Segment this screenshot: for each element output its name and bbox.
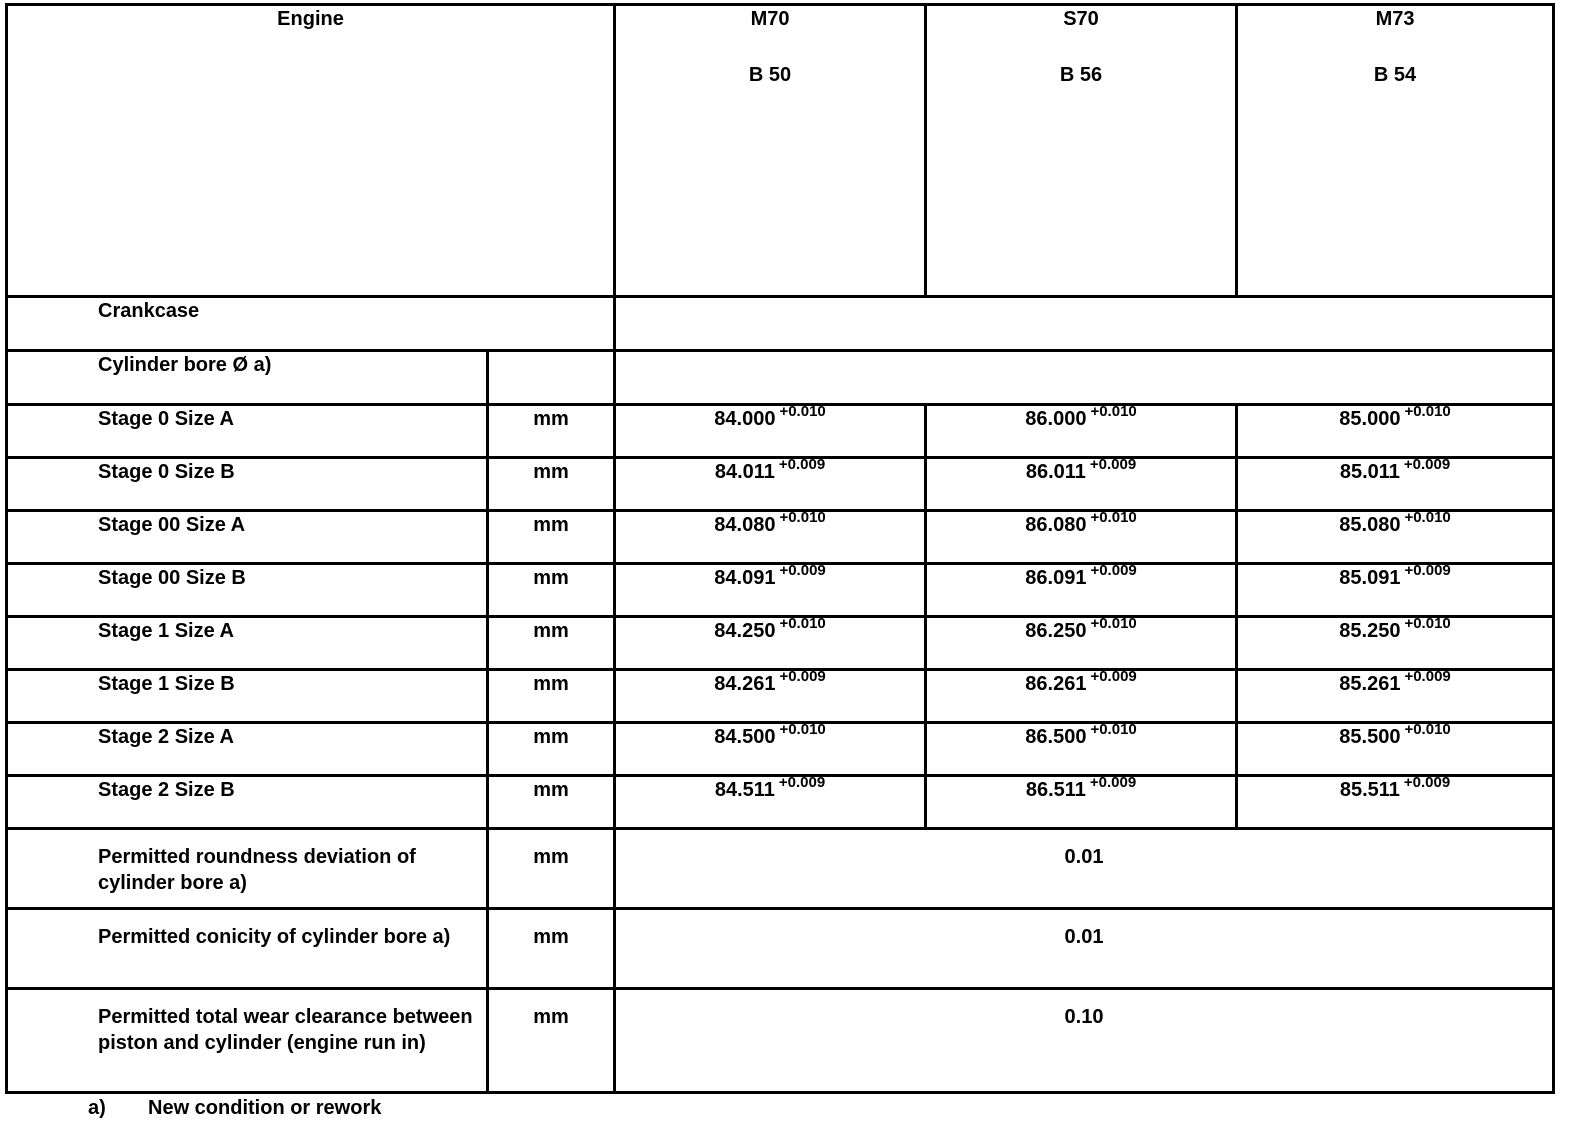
stage-row [7,670,1554,723]
engine-column-s70 [926,5,1237,297]
stage-label: Stage 00 Size B [7,564,488,617]
stage-row [7,617,1554,670]
stage-row [7,776,1554,829]
stage-value-cell [1237,564,1554,617]
tolerance-value: +0.010 [1090,509,1137,526]
nominal-value: 85.091 [1339,567,1401,589]
stage-value-cell [926,511,1237,564]
stage-value-cell [615,405,926,458]
tolerance-value: +0.010 [779,509,826,526]
tolerance-value: +0.009 [1090,668,1137,685]
stage-label: Stage 1 Size B [7,670,488,723]
permitted-row-conicity [7,909,1554,989]
stage-label: Stage 00 Size A [7,511,488,564]
nominal-value: 84.500 [714,726,776,748]
engine-column-m73 [1237,5,1554,297]
tolerance-value: +0.010 [1404,403,1451,420]
stage-unit: mm [488,776,615,829]
stage-value-cell [1237,617,1554,670]
stage-value-cell [615,776,926,829]
engine-column-m70 [615,5,926,297]
nominal-value: 84.091 [714,567,776,589]
footnote [88,1096,381,1120]
tolerance-value: +0.009 [779,562,826,579]
tolerance-value: +0.010 [1404,721,1451,738]
permitted-value: 0.01 [615,909,1554,989]
stage-value-cell [615,617,926,670]
nominal-value: 85.250 [1339,620,1401,642]
stage-label: Stage 2 Size B [7,776,488,829]
stage-value-cell [615,511,926,564]
stage-value-cell [615,564,926,617]
footnote-mark: a) [88,1097,106,1119]
permitted-label: Permitted conicity of cylinder bore a) [7,909,488,989]
permitted-label: Permitted total wear clearance between piston and cylinder (engine run in) [7,989,488,1093]
tolerance-value: +0.010 [1404,509,1451,526]
stage-row [7,723,1554,776]
nominal-value: 85.261 [1339,673,1401,695]
engine-code: M70 [750,8,790,30]
stage-value-cell [926,405,1237,458]
stage-unit: mm [488,723,615,776]
stage-value-cell [615,670,926,723]
stage-label: Stage 0 Size B [7,458,488,511]
permitted-row-wear-clearance [7,989,1554,1093]
nominal-value: 86.091 [1025,567,1087,589]
tolerance-value: +0.009 [1090,562,1137,579]
stage-value-cell [926,458,1237,511]
tolerance-value: +0.010 [1090,615,1137,632]
nominal-value: 86.511 [1025,779,1086,801]
stage-value-cell [1237,723,1554,776]
nominal-value: 85.500 [1339,726,1401,748]
stage-value-cell [926,617,1237,670]
stage-value-cell [926,564,1237,617]
nominal-value: 86.500 [1025,726,1087,748]
stage-unit: mm [488,458,615,511]
stage-unit: mm [488,564,615,617]
stage-value-cell [1237,776,1554,829]
nominal-value: 84.511 [714,779,775,801]
subsection-row-cylinder-bore [7,351,1554,405]
engine-variant: B 56 [1059,64,1103,86]
permitted-unit: mm [488,909,615,989]
stage-label: Stage 1 Size A [7,617,488,670]
stage-rows [7,405,1554,829]
nominal-value: 86.250 [1025,620,1087,642]
nominal-value: 84.080 [714,514,776,536]
subsection-title: Cylinder bore Ø a) [7,351,488,405]
tolerance-value: +0.010 [779,403,826,420]
tolerance-value: +0.009 [1404,562,1451,579]
nominal-value: 85.011 [1339,461,1400,483]
stage-unit: mm [488,670,615,723]
stage-unit: mm [488,617,615,670]
tolerance-value: +0.009 [1404,668,1451,685]
permitted-unit: mm [488,989,615,1093]
nominal-value: 84.000 [714,408,776,430]
permitted-row-roundness [7,829,1554,909]
tolerance-value: +0.009 [778,774,826,791]
nominal-value: 84.261 [714,673,776,695]
engine-title: Engine [7,5,615,297]
stage-value-cell [615,723,926,776]
permitted-value: 0.10 [615,989,1554,1093]
engine-code: M73 [1375,8,1415,30]
section-empty-cell [615,297,1554,351]
tolerance-value: +0.009 [1089,774,1137,791]
nominal-value: 85.080 [1339,514,1401,536]
stage-value-cell [926,723,1237,776]
nominal-value: 86.261 [1025,673,1087,695]
stage-label: Stage 2 Size A [7,723,488,776]
stage-value-cell [615,458,926,511]
tolerance-value: +0.010 [1404,615,1451,632]
subsection-empty-cell [615,351,1554,405]
tolerance-value: +0.009 [779,668,826,685]
tolerance-value: +0.009 [778,456,826,473]
nominal-value: 86.080 [1025,514,1087,536]
tolerance-value: +0.009 [1403,456,1451,473]
stage-value-cell [926,670,1237,723]
engine-variant: B 54 [1373,64,1417,86]
stage-value-cell [1237,670,1554,723]
stage-value-cell [1237,405,1554,458]
tolerance-value: +0.009 [1089,456,1137,473]
tolerance-value: +0.010 [779,721,826,738]
stage-unit: mm [488,405,615,458]
tolerance-value: +0.009 [1403,774,1451,791]
stage-row [7,564,1554,617]
stage-row [7,405,1554,458]
table-header-row [7,5,1554,297]
section-row-crankcase [7,297,1554,351]
subsection-unit-empty [488,351,615,405]
stage-unit: mm [488,511,615,564]
nominal-value: 84.011 [714,461,775,483]
stage-value-cell [1237,458,1554,511]
stage-row [7,458,1554,511]
permitted-value: 0.01 [615,829,1554,909]
footnote-text: New condition or rework [148,1097,382,1119]
section-title: Crankcase [7,297,615,351]
engine-variant: B 50 [748,64,792,86]
engine-code: S70 [1063,8,1099,30]
tolerance-value: +0.010 [779,615,826,632]
nominal-value: 86.000 [1025,408,1087,430]
stage-row [7,511,1554,564]
stage-value-cell [926,776,1237,829]
permitted-unit: mm [488,829,615,909]
nominal-value: 85.000 [1339,408,1401,430]
permitted-label: Permitted roundness deviation of cylinder bore a) [7,829,488,909]
tolerance-value: +0.010 [1090,721,1137,738]
nominal-value: 85.511 [1339,779,1400,801]
tolerance-value: +0.010 [1090,403,1137,420]
nominal-value: 86.011 [1025,461,1086,483]
nominal-value: 84.250 [714,620,776,642]
engine-spec-table [5,3,1555,1094]
stage-value-cell [1237,511,1554,564]
stage-label: Stage 0 Size A [7,405,488,458]
